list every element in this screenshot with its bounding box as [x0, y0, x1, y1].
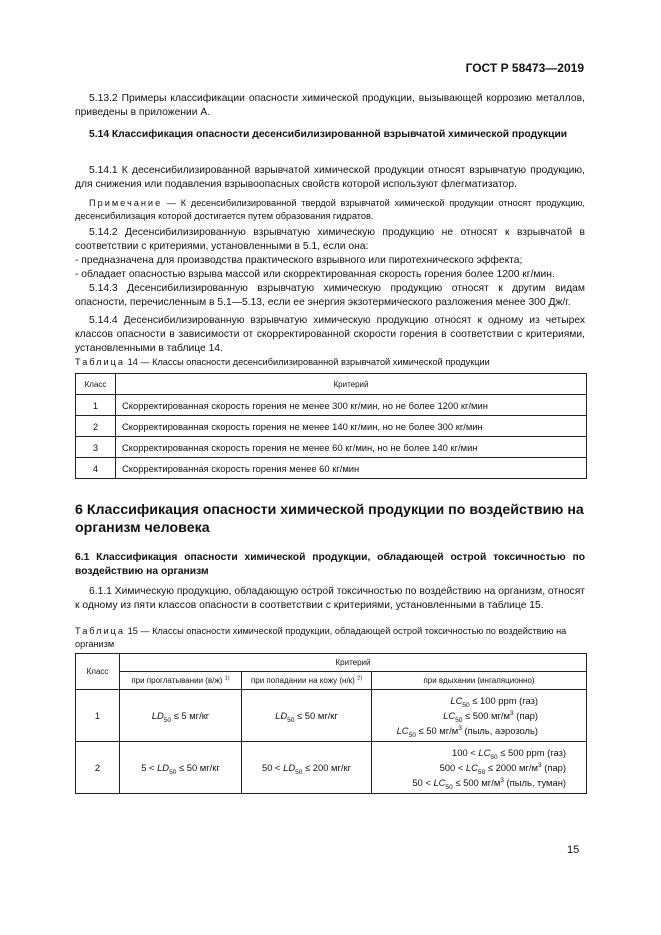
caption-label: Таблица — [75, 357, 126, 367]
heading-5-14: 5.14 Классификация опасности десенсибилизированной взрывчатой химической продукции — [89, 129, 568, 140]
table-15 — [75, 653, 587, 794]
cell-class: 2 — [76, 416, 116, 437]
list-item: - обладает опасностью взрыва массой или скорректированная скорость горения более 1200 кг/мин. — [75, 269, 555, 281]
table-15-caption — [75, 625, 587, 650]
table-row — [76, 742, 587, 794]
column-header-class: Класс — [76, 654, 120, 690]
cell-inhalation: $100 < LC_{50} \le 500$ ppm (газ) $500 < LC_{50} \le 2000$ $мг/м^3$ (пар) $50 < LC_{50} \le 500$ $мг/м^3$ (пыль, туман) — [372, 742, 587, 794]
cell-criterion: Скорректированная скорость горения не менее 300 кг/мин, но не более 1200 кг/мин — [116, 395, 587, 416]
caption-text: 14 — Классы опасности десенсибилизированной взрывчатой химической продукции — [125, 357, 490, 367]
paragraph-6-1-1: 6.1.1 Химическую продукцию, обладающую острой токсичностью по воздействию на организм, относят к одному из пяти классов опасности в соответствии с критериями, установленными в таблице 15. — [75, 586, 585, 612]
caption-label: Таблица — [75, 626, 126, 636]
cell-inhalation: $LC_{50} \le 100$ ppm (газ) $LC_{50} \le 500$ $мг/м^3$ (пар) $LC_{50} \le 50$ $мг/м^3$ (пыль, аэрозоль) — [372, 690, 587, 742]
cell-dermal: $LD_{50} \le 50$ мг/кг — [242, 690, 372, 742]
cell-criterion: Скорректированная скорость горения не менее 140 кг/мин, но не более 300 кг/мин — [116, 416, 587, 437]
table-row — [76, 395, 587, 416]
cell-class: 4 — [76, 458, 116, 479]
cell-oral: $5 < LD_{50} \le 50$ мг/кг — [120, 742, 242, 794]
paragraph-5-14-3: 5.14.3 Десенсибилизированную взрывчатую химическую продукцию относят к другим видам опасности, перечисленным в 5.1—5.13, если ее энергия экзотермического разложения менее 300 Дж/г. — [75, 283, 585, 309]
paragraph-5-14-2: 5.14.2 Десенсибилизированную взрывчатую химическую продукцию не относят к взрывчатой в соответствии с критериями, установленными в 5.1, если она: — [75, 227, 585, 253]
paragraph-5-14-4: 5.14.4 Десенсибилизированную взрывчатую химическую продукцию относят к одному из четырех классов опасности в зависимости от скорректированной скорости горения в соответствии с критериями, установленными в таблице 14. — [75, 315, 585, 355]
table-row — [76, 437, 587, 458]
page-number: 15 — [567, 844, 580, 856]
column-header-criterion: Критерий — [120, 654, 587, 672]
table-subheader-row — [76, 672, 587, 690]
table-header-row — [76, 374, 587, 395]
cell-criterion: Скорректированная скорость горения менее 60 кг/мин — [116, 458, 587, 479]
cell-class: 1 — [76, 395, 116, 416]
table-14 — [75, 373, 587, 479]
caption-text: 15 — Классы опасности химической продукции, обладающей острой токсичностью по воздействию на организм — [75, 626, 567, 649]
cell-class: 3 — [76, 437, 116, 458]
list-item: - предназначена для производства практического взрывного или пиротехнического эффекта; — [75, 255, 523, 266]
column-header-criterion: Критерий — [116, 374, 587, 395]
heading-6-1: 6.1 Классификация опасности химической продукции, обладающей острой токсичностью по воздействию на организм — [75, 552, 585, 578]
footnote-ref: 2) — [357, 675, 363, 682]
bullet-list — [75, 254, 585, 282]
cell-criterion: Скорректированная скорость горения не менее 60 кг/мин, но не более 140 кг/мин — [116, 437, 587, 458]
note-text: — К десенсибилизированной твердой взрывчатой химической продукции относят продукцию, десенсибилизация которой достигается путем образования гидратов. — [75, 198, 585, 221]
subheader-inhalation: при вдыхании (ингаляционно) — [372, 672, 587, 690]
cell-oral: $LD_{50} \le 5$ мг/кг — [120, 690, 242, 742]
cell-class: 1 — [76, 690, 120, 742]
paragraph-5-13-2: 5.13.2 Примеры классификации опасности химической продукции, вызывающей коррозию металлов, приведены в приложении А. — [75, 93, 585, 119]
cell-class: 2 — [76, 742, 120, 794]
table-row — [76, 690, 587, 742]
note-label: Примечание — [89, 198, 163, 208]
table-row — [76, 458, 587, 479]
subheader-dermal: при попадании на кожу (н/к) $^{2)}$ — [242, 672, 372, 690]
table-14-caption — [75, 356, 587, 369]
paragraph-5-14-1: 5.14.1 К десенсибилизированной взрывчатой химической продукции относят взрывчатую продукцию, для снижения или подавления взрывоопасных свойств которой используют флегматизатор. — [75, 165, 585, 191]
footnote-ref: 1) — [224, 675, 230, 682]
table-row — [76, 416, 587, 437]
cell-dermal: $50 < LD_{50} \le 200$ мг/кг — [242, 742, 372, 794]
table-header-row — [76, 654, 587, 672]
note-block — [75, 197, 585, 223]
column-header-class: Класс — [76, 374, 116, 395]
subheader-oral: при проглатывании (в/ж) $^{1)}$ — [120, 672, 242, 690]
document-header-id: ГОСТ Р 58473—2019 — [465, 61, 584, 75]
heading-6: 6 Классификация опасности химической продукции по воздействию на организм человека — [75, 502, 584, 536]
